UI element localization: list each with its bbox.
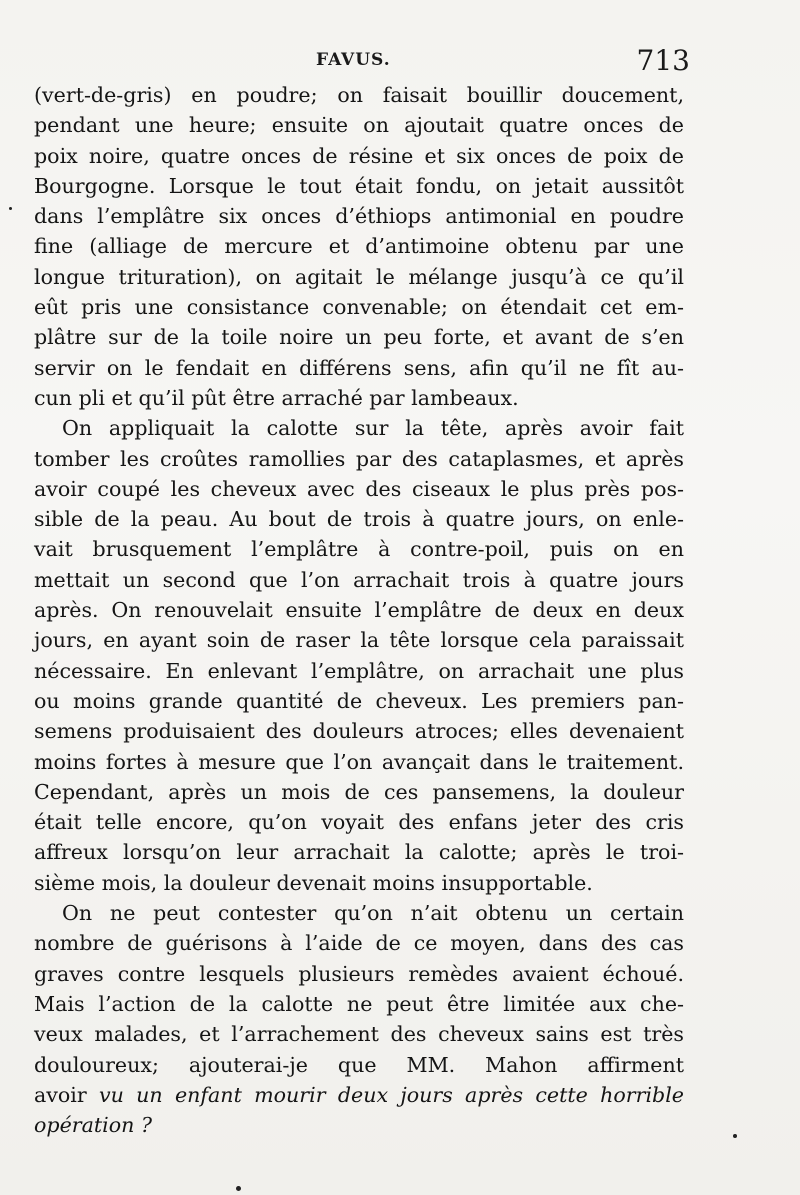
paragraph-3 [34,898,684,1140]
text-line: plâtre sur de la toile noire un peu forte, et avant de s’en [34,325,684,350]
running-title: FAVUS. [316,50,391,70]
text-line: nombre de guérisons à l’aide de ce moyen, dans des cas [34,931,684,956]
text-italic: vu un enfant mourir deux jours après cette horrible [99,1082,684,1107]
text-line-mixed [34,1080,684,1110]
text-line: mettait un second que l’on arrachait trois à quatre jours [34,567,684,592]
ink-speck [236,1186,241,1191]
text-line: affreux lorsqu’on leur arrachait la calotte; après le troi- [34,840,684,865]
paragraph-2 [34,413,684,898]
text-line: douloureux; ajouterai-je que MM. Mahon affirment [34,1052,684,1077]
text-line: sième mois, la douleur devenait moins insupportable. [34,870,593,895]
text-line: Cependant, après un mois de ces pansemens, la douleur [34,779,684,804]
text-line: veux malades, et l’arrachement des cheveux sains est très [34,1022,684,1047]
text-line: avoir coupé les cheveux avec des ciseaux le plus près pos- [34,476,684,501]
ink-speck [9,207,12,210]
text-line: cun pli et qu’il pût être arraché par lambeaux. [34,385,519,410]
text-plain: avoir [34,1082,100,1107]
text-line: eût pris une consistance convenable; on étendait cet em- [34,295,684,320]
text-line: semens produisaient des douleurs atroces; elles devenaient [34,719,684,744]
page-header [30,44,690,80]
text-line: Bourgogne. Lorsque le tout était fondu, on jetait aussitôt [34,173,684,198]
body-text [34,80,684,1140]
text-line: (vert-de-gris) en poudre; on faisait bouillir doucement, [34,83,684,107]
text-line: longue trituration), on agitait le mélange jusqu’à ce qu’il [34,264,684,289]
text-line: tomber les croûtes ramollies par des cataplasmes, et après [34,446,684,471]
ink-speck [733,1134,737,1138]
text-line: fine (alliage de mercure et d’antimoine obtenu par une [34,234,684,259]
text-line-italic: opération ? [34,1113,153,1138]
text-line: graves contre lesquels plusieurs remèdes avaient échoué. [34,961,684,986]
text-line: pendant une heure; ensuite on ajoutait quatre onces de [34,113,684,138]
text-line: Mais l’action de la calotte ne peut être limitée aux che- [34,991,684,1016]
text-line: moins fortes à mesure que l’on avançait dans le traitement. [34,749,684,774]
text-line: était telle encore, qu’on voyait des enfans jeter des cris [34,810,684,835]
text-line: On ne peut contester qu’on n’ait obtenu un certain [62,901,684,926]
text-line: nécessaire. En enlevant l’emplâtre, on arrachait une plus [34,658,684,683]
text-line: On appliquait la calotte sur la tête, après avoir fait [62,416,684,441]
text-line: poix noire, quatre onces de résine et six onces de poix de [34,143,684,168]
text-line: dans l’emplâtre six onces d’éthiops antimonial en poudre [34,204,684,229]
text-line: jours, en ayant soin de raser la tête lorsque cela paraissait [34,628,684,653]
text-line: après. On renouvelait ensuite l’emplâtre de deux en deux [34,598,684,623]
text-line: servir on le fendait en différens sens, afin qu’il ne fît au- [34,355,684,380]
text-line: ou moins grande quantité de cheveux. Les premiers pan- [34,688,684,713]
text-line: sible de la peau. Au bout de trois à quatre jours, on enle- [34,507,684,532]
text-line: vait brusquement l’emplâtre à contre-poil, puis on en [34,537,684,562]
page-number: 713 [636,44,690,77]
paragraph-1 [34,80,684,413]
